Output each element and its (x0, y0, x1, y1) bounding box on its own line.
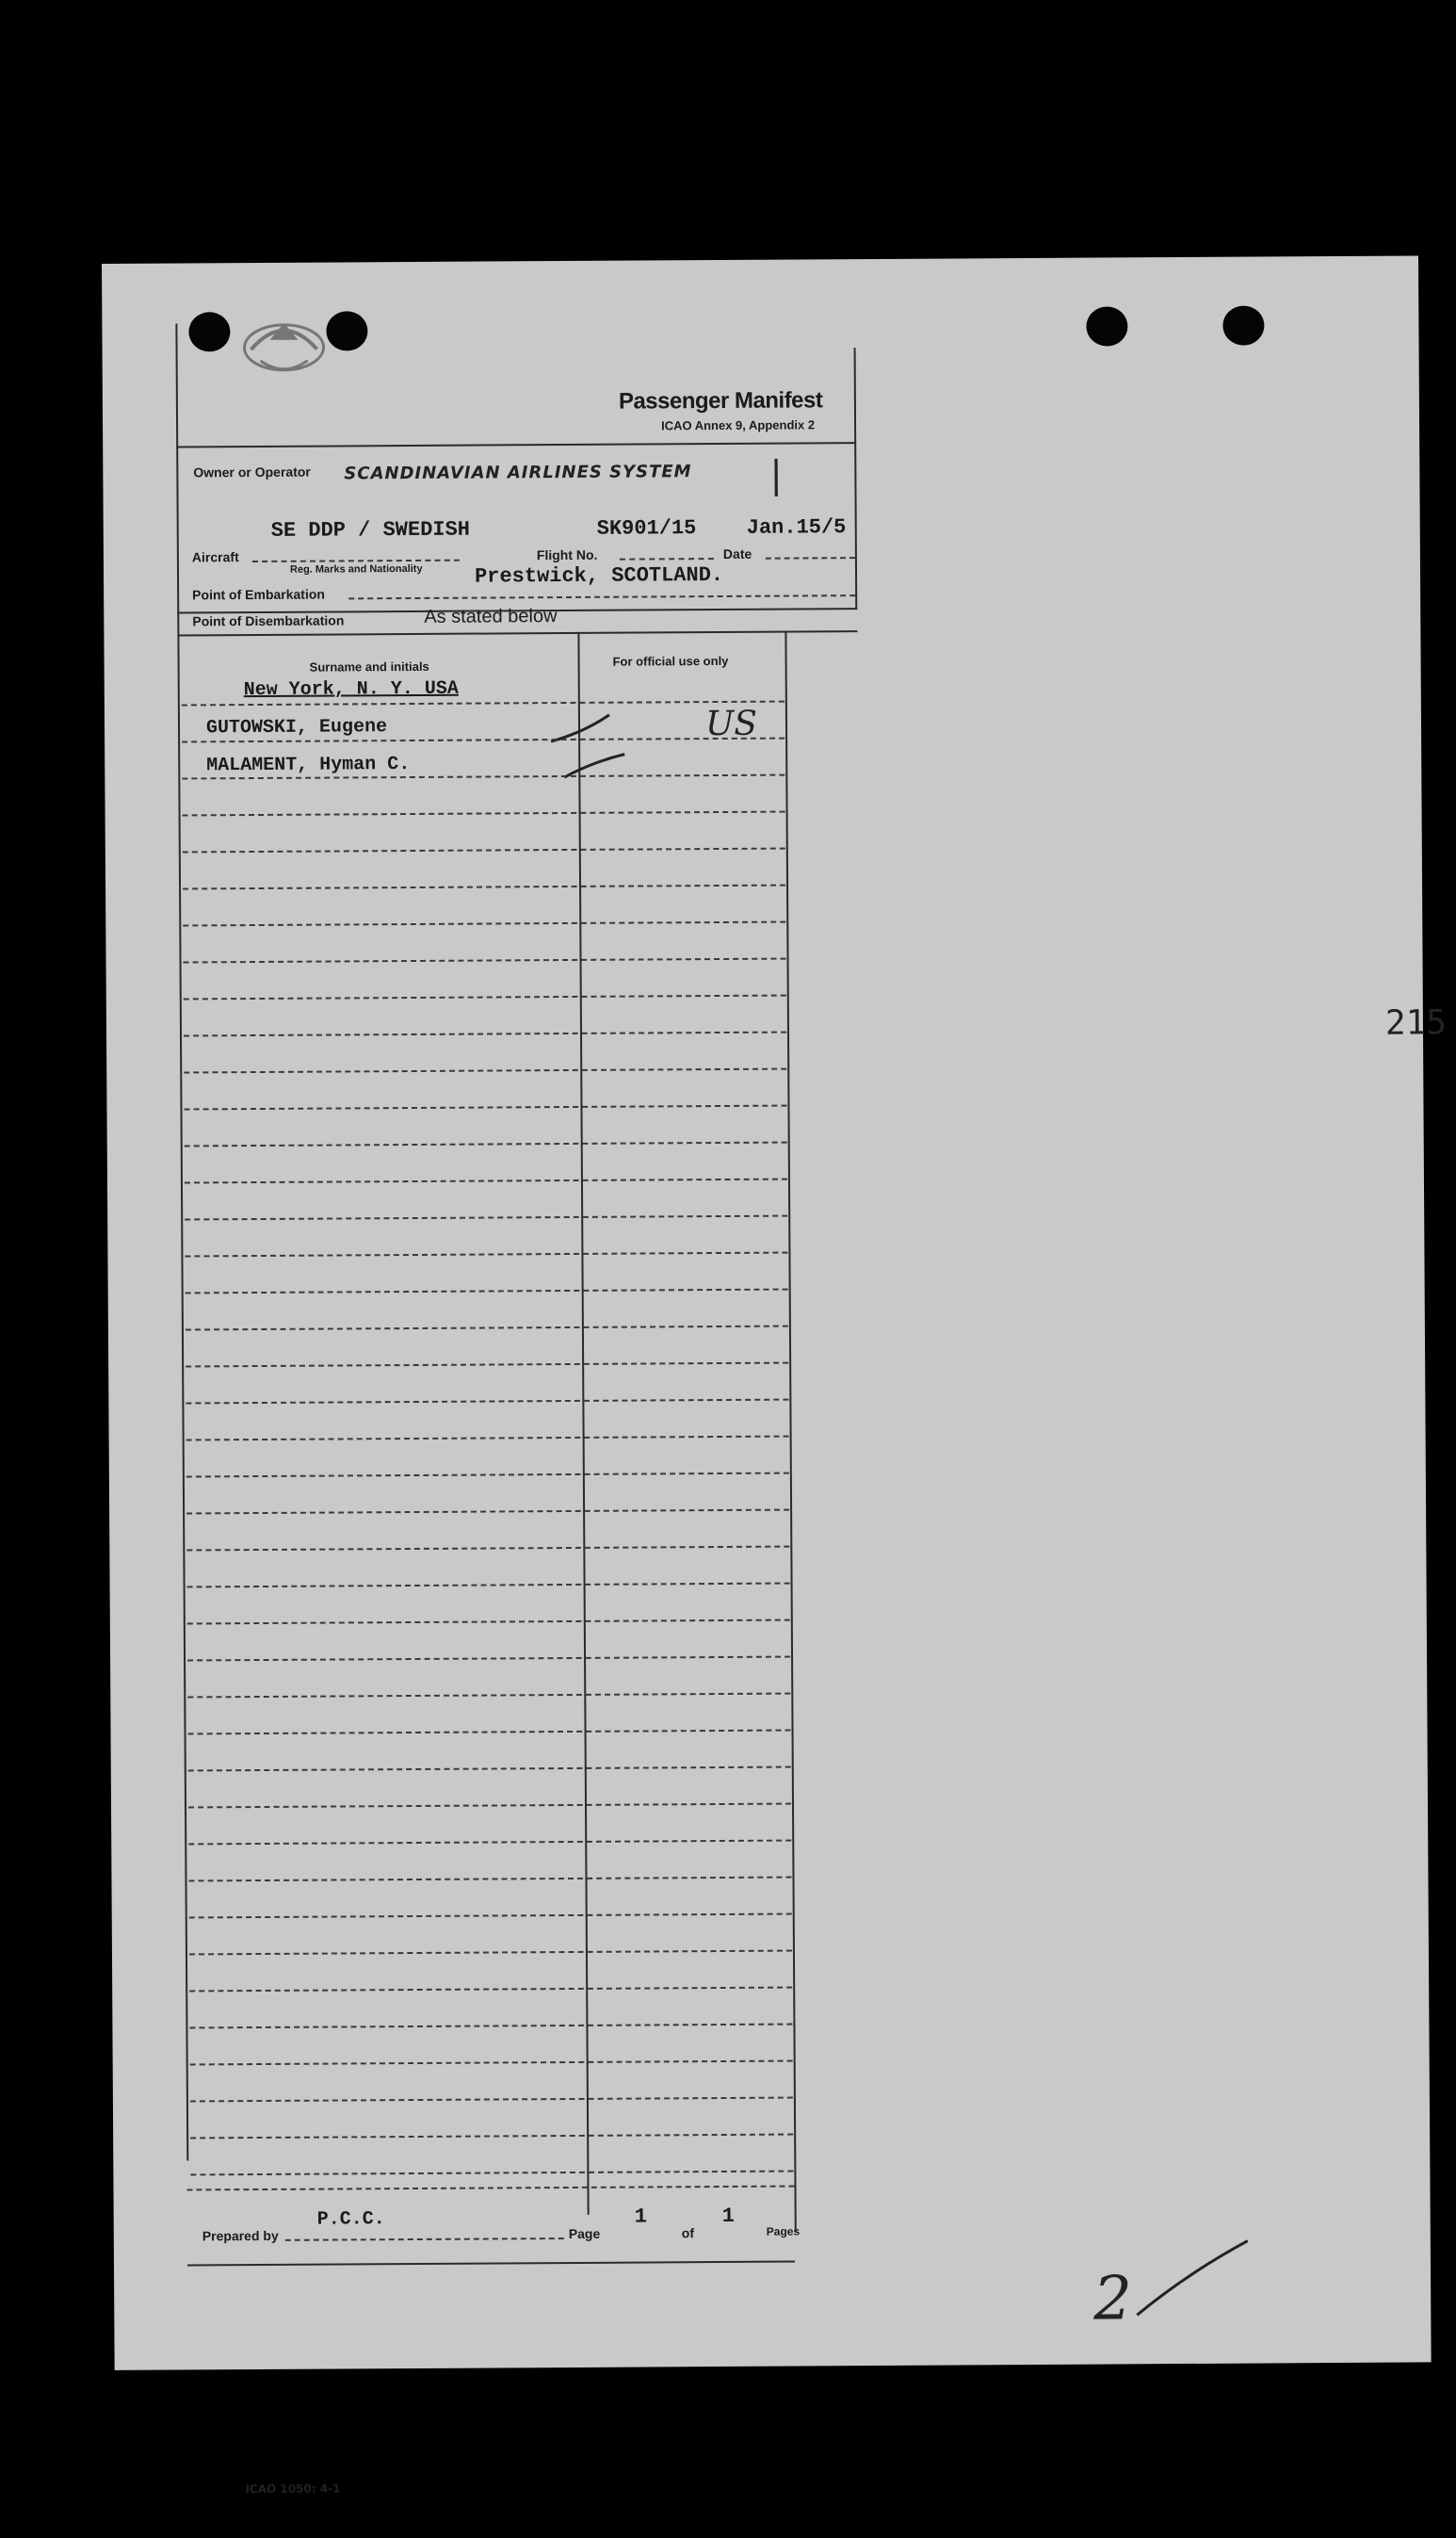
punch-hole (1222, 305, 1264, 345)
table-rule-line (188, 1803, 791, 1809)
table-rule-line (186, 1436, 789, 1441)
owner-label: Owner or Operator (193, 464, 311, 480)
manifest-form (175, 319, 867, 2302)
header-right-border (854, 348, 858, 610)
passenger-name: MALAMENT, Hyman C. (206, 754, 411, 777)
stamped-page-number: 215 (1384, 1003, 1448, 1043)
aircraft-line (252, 560, 460, 562)
disembarkation-label: Point of Disembarkation (192, 612, 345, 629)
owner-value: SCANDINAVIAN AIRLINES SYSTEM (344, 462, 692, 484)
table-rule-line (186, 1546, 789, 1552)
table-rule-line (186, 1326, 788, 1331)
official-mark: US (704, 704, 758, 744)
marks-label: Reg. Marks and Nationality (289, 562, 423, 576)
page-label: Page (568, 2225, 601, 2242)
col-header-official: For official use only (612, 653, 729, 669)
table-rule-line (188, 1877, 791, 1882)
table-rule-line (189, 1913, 792, 1919)
table-rule-line (187, 1583, 790, 1588)
prepared-value: P.C.C. (316, 2208, 385, 2231)
table-rule-line (186, 1399, 788, 1405)
table-right-border (785, 631, 796, 2233)
page-subtitle: ICAO Annex 9, Appendix 2 (661, 417, 816, 433)
table-rule-line (185, 1215, 787, 1221)
prepared-label: Prepared by (202, 2227, 279, 2244)
form-left-border (175, 324, 188, 2161)
date-line (766, 557, 855, 560)
punch-hole (1086, 306, 1127, 346)
embarkation-label: Point of Embarkation (192, 586, 325, 603)
date-value: Jan.15/5 (746, 515, 847, 540)
table-rule-line (187, 1693, 790, 1699)
table-rule-line (184, 995, 786, 1001)
flight-value: SK901/15 (596, 516, 697, 541)
prepared-line (285, 2237, 564, 2241)
destination-header: New York, N. Y. USA (243, 677, 459, 702)
of-value: 1 (721, 2204, 735, 2229)
hand-mark: 2 (1092, 2264, 1133, 2335)
table-rule-line (187, 1656, 790, 1662)
pages-label: Pages (766, 2224, 801, 2238)
page-value: 1 (634, 2204, 647, 2229)
flight-line (620, 558, 714, 561)
aircraft-label: Aircraft (191, 549, 239, 565)
table-rule-line (187, 1619, 790, 1625)
table-rule-line (184, 1032, 786, 1037)
table-rule-line (184, 958, 786, 964)
table-rule-line (186, 1472, 789, 1478)
embarkation-value: Prestwick, SCOTLAND. (474, 562, 724, 589)
table-rule-line (188, 1766, 791, 1772)
form-number: ICAO 1050: 4-1 (245, 2481, 341, 2497)
table-rule-line (190, 2171, 793, 2176)
passenger-name: GUTOWSKI, Eugene (205, 716, 388, 740)
table-rule-line (185, 1179, 787, 1184)
table-rule-line (184, 1068, 786, 1074)
check-marks-icon (547, 708, 632, 784)
table-rule-line (188, 1840, 791, 1846)
table-rule-line (182, 701, 785, 707)
footer-top-line (186, 2186, 794, 2191)
table-rule-line (190, 2060, 793, 2066)
table-rule-line (183, 848, 785, 854)
table-rule-line (186, 1362, 788, 1368)
table-rule-line (183, 921, 785, 927)
table-rule-line (185, 1252, 787, 1258)
table-column-divider (577, 632, 589, 2215)
hand-mark-tick: | (769, 453, 784, 497)
page-title: Passenger Manifest (618, 387, 823, 415)
manifest-sheet (102, 255, 1448, 2497)
footer-bottom-line (187, 2261, 795, 2267)
table-rule-line (184, 1105, 786, 1111)
hand-check-icon (1131, 2236, 1254, 2321)
table-rule-line (186, 1289, 788, 1294)
embarkation-line (348, 594, 855, 599)
flight-label: Flight No. (536, 546, 598, 563)
table-rule-line (190, 2134, 793, 2139)
table-rule-line (186, 1509, 789, 1515)
table-rule-line (189, 1987, 792, 1993)
table-rule-line (189, 1950, 792, 1956)
table-rule-line (183, 811, 785, 817)
table-rule-line (188, 1730, 791, 1735)
header-divider (176, 442, 856, 447)
date-label: Date (722, 545, 752, 561)
aircraft-value: SE DDP / SWEDISH (270, 517, 471, 543)
disembarkation-value: As stated below (424, 606, 558, 627)
table-rule-line (185, 1142, 787, 1147)
table-rule-line (190, 2097, 793, 2103)
table-rule-line (189, 2024, 792, 2029)
table-rule-line (183, 885, 785, 890)
table-top-line (177, 630, 857, 636)
of-label: of (681, 2225, 695, 2241)
col-header-surname: Surname and initials (309, 659, 429, 675)
